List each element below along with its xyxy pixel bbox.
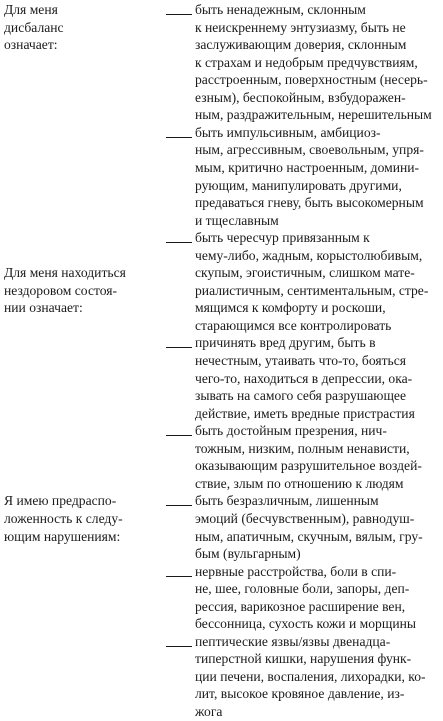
- item-text-line: быть чересчур привязанным к: [195, 230, 370, 246]
- section-label-line: нездоровом состоя-: [4, 282, 118, 298]
- section-label-line: дисбаланс: [4, 19, 64, 35]
- item-text-line: скупым, эгоистичным, слишком мате-: [195, 265, 415, 281]
- item-text-line: оказывающим разрушительное воздей-: [195, 458, 422, 474]
- answer-blank[interactable]: [166, 435, 192, 436]
- item-text-line: бым (вульгарным): [195, 546, 301, 562]
- item-text-line: ным, раздражительным, нерешительным: [195, 107, 432, 123]
- item-text-line: быть безразличным, лишенным: [195, 493, 379, 509]
- item-text-line: расстроенным, поверхностным (несерь-: [195, 72, 428, 88]
- answer-blank[interactable]: [166, 576, 192, 577]
- section-label-line: Я имею предраспо-: [4, 493, 117, 509]
- section-label-line: означает:: [4, 37, 58, 53]
- item-text-line: бессонница, сухость кожи и морщины: [195, 616, 416, 632]
- item-text-line: мым, критично настроенным, домини-: [195, 159, 420, 175]
- section-label-line: нии означает:: [4, 300, 83, 316]
- item-text-line: старающимся все контролировать: [195, 317, 392, 333]
- item-text-line: жога: [195, 704, 223, 719]
- item-text-line: быть импульсивным, амбициоз-: [195, 124, 381, 140]
- section-label-line: ющим нарушениям:: [4, 528, 121, 544]
- item-text-line: действие, иметь вредные пристрастия: [195, 405, 415, 421]
- item-text-line: к неискреннему энтузиазму, быть не: [195, 19, 406, 35]
- item-text-line: мящимся к комфорту и роскоши,: [195, 300, 386, 316]
- item-text-line: эмоций (бесчувственным), равнодуш-: [195, 510, 415, 526]
- item-text-line: ным, апатичным, скучным, вялым, гру-: [195, 528, 423, 544]
- item-text-line: ным, агрессивным, своевольным, упря-: [195, 142, 424, 158]
- item-text-line: ции печени, воспаления, лихорадки, ко-: [195, 668, 426, 684]
- section-label-line: Для меня: [4, 2, 58, 17]
- item-text-line: лит, высокое кровяное давление, из-: [195, 686, 405, 702]
- item-text-line: рующим, манипулировать другими,: [195, 177, 402, 193]
- section-label-line: Для меня находиться: [4, 265, 126, 281]
- answer-blank[interactable]: [166, 137, 192, 138]
- item-text-line: нервные расстройства, боли в спи-: [195, 563, 397, 579]
- item-text-line: предаваться гневу, быть высокомерным: [195, 195, 424, 211]
- answer-blank[interactable]: [166, 14, 192, 15]
- answer-blank[interactable]: [166, 347, 192, 348]
- item-text-line: рессия, варикозное расширение вен,: [195, 598, 406, 614]
- item-text-line: пептические язвы/язвы двенадца-: [195, 633, 391, 649]
- item-text-line: типерстной кишки, нарушения функ-: [195, 651, 412, 667]
- item-text-line: причинять вред другим, быть в: [195, 335, 376, 351]
- item-text-line: ствие, злым по отношению к людям: [195, 475, 404, 491]
- item-text-line: нечестным, утаивать что-то, бояться: [195, 353, 407, 368]
- item-text-line: заслуживающим доверия, склонным: [195, 37, 407, 53]
- answer-blank[interactable]: [166, 242, 192, 243]
- item-text-line: чего-то, находиться в депрессии, ока-: [195, 370, 413, 386]
- item-text-line: быть достойным презрения, нич-: [195, 423, 387, 439]
- section-label-line: ложенность к следу-: [4, 510, 123, 526]
- item-text-line: езным), беспокойным, взбудоражен-: [195, 89, 406, 105]
- item-text-line: к страхам и недобрым предчувствиям,: [195, 54, 418, 70]
- answer-blank[interactable]: [166, 505, 192, 506]
- item-text-line: и тщеславным: [195, 212, 279, 228]
- item-text-line: тожным, низким, полным ненависти,: [195, 440, 410, 456]
- item-text-line: зывать на самого себя разрушающее: [195, 388, 407, 404]
- item-text-line: чему-либо, жадным, корыстолюбивым,: [195, 247, 423, 263]
- item-text-line: быть ненадежным, склонным: [195, 2, 366, 17]
- item-text-line: риалистичным, сентиментальным, стре-: [195, 282, 429, 298]
- item-text-line: не, шее, головные боли, запоры, деп-: [195, 581, 410, 597]
